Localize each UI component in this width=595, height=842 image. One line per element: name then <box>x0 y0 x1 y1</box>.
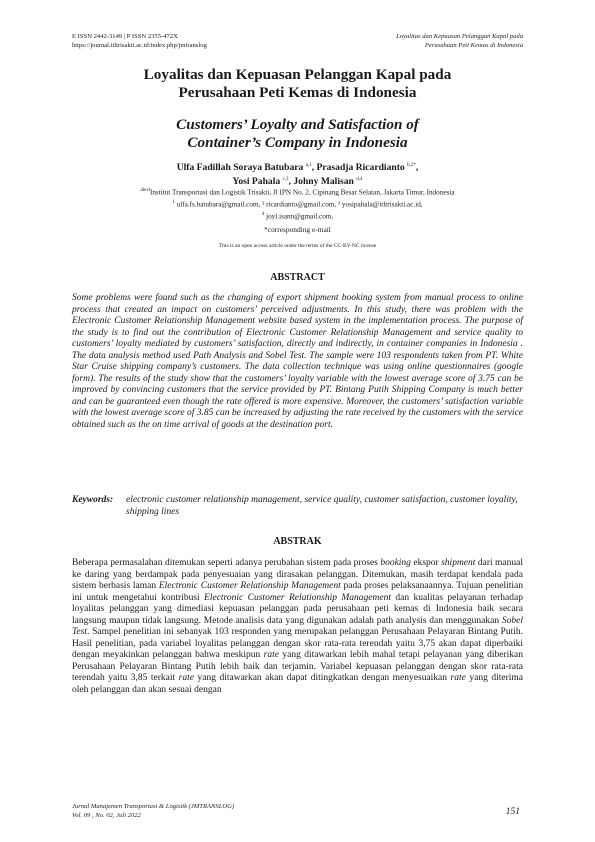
issn-text: E ISSN 2442-3149 | P ISSN 2355-472X <box>72 33 178 40</box>
title-indonesian <box>72 66 523 102</box>
title-id-line-1: Loyalitas dan Kepuasan Pelanggan Kapal pada <box>143 66 452 83</box>
author-2: Prasadja Ricardianto <box>316 162 405 174</box>
abstrak-segment: pada proses pelaksanaannya. Tujuan penelitian ini untuk mengetahui kontribusi <box>72 581 523 603</box>
page-header-left <box>72 32 207 50</box>
abstrak-segment: dan kualitas pelayanan terhadap loyalitas pelanggan yang dimediasi kepuasan pelanggan pada perusahaan peti kemas di Indonesia baik secara langsung maupun tidak langsung. Metode analisis data yang digunakan adalah path analysis dan menggunakan <box>72 592 523 626</box>
author-1: Ulfa Fadillah Soraya Batubara <box>176 162 304 174</box>
journal-name: Jurnal Manajemen Transportasi & Logistik (JMTRANSLOG) <box>72 803 235 810</box>
author-email-4[interactable]: joyl.isann@gmail.com, <box>266 212 334 221</box>
abstrak-text <box>72 558 523 697</box>
affiliation-sup: abcd <box>140 188 150 193</box>
title-en-line-2: Container’s Company in Indonesia <box>187 134 408 151</box>
corresponding-note: *corresponding e-mail <box>264 225 331 234</box>
abstrak-segment: . Sampel penelitian ini sebanyak 103 responden yang merupakan pelanggan Perusahaan Pelayaran Bintang Putih. Hasil penelitian, pada variabel loyalitas pelanggan dengan skor rata-rata terendah yaitu 3,75 akan dapat diperbaiki dengan meyakinkan pelanggan bahwa meskipun <box>72 627 523 661</box>
page-number: 151 <box>505 807 520 817</box>
abstrak-segment: yang ditawarkan akan dapat ditingkatkan dengan menyesuaikan <box>193 673 451 684</box>
abstrak-emphasis: Sobel Test <box>72 615 523 638</box>
abstrak-emphasis: Electronic Customer Relationship Management <box>158 581 341 592</box>
abstrak-segment: dari manual ke daring yang berdampak pada penyesuaian yang dirasakan pelanggan. Ditemukan, masih terdapat kendala pada sistem berbasis laman <box>72 558 524 592</box>
abstrak-segment: Beberapa permasalahan ditemukan seperti adanya perubahan sistem pada proses <box>72 558 381 568</box>
abstrak-emphasis: Electronic Customer Relationship Management <box>204 592 391 603</box>
author-emails[interactable]: ulfa.fs.batubara@gmail.com, ² ricardianto@gmail.com, ³ yosipahala@itltrisakti.ac.id, <box>176 200 423 209</box>
author-4-sup: d,4 <box>356 177 363 183</box>
keywords-text: electronic customer relationship management, service quality, customer satisfaction, customer loyality, shipping lines <box>126 495 518 517</box>
abstrak-segment: yang diterima oleh pelanggan dan akan sesuai dengan <box>72 673 523 696</box>
page-footer <box>72 802 234 820</box>
author-3-sup: c,3 <box>282 177 289 183</box>
author-1-sup: a,1 <box>305 163 312 168</box>
affiliation-block <box>72 186 523 222</box>
abstrak-segment: ekspor <box>410 558 442 568</box>
title-english <box>72 116 523 152</box>
abstrak-emphasis: shipment <box>441 558 476 568</box>
affiliation-address: Institut Transportasi dan Logistik Trisakti, Jl IPN No. 2, Cipinang Besar Selatan, Jakarta Timur, Indonesia <box>149 188 455 197</box>
page-header-right <box>396 32 523 50</box>
journal-url[interactable]: https://journal.itltrisakti.ac.id/index.php/jmtranslog <box>72 42 207 49</box>
author-list: Ulfa Fadillah Soraya Batubara $^{a,1}$, Prasadja Ricardianto $^{b,2*}$, Yosi Pahala $^{c,3}$, Johny Malisan $^{d,4}$ <box>176 162 419 188</box>
author-3: Yosi Pahala <box>232 176 281 188</box>
abstrak-heading: ABSTRAK <box>273 536 322 547</box>
abstract-text: Some problems were found such as the changing of export shipment booking system from manual process to online process that created an impact on customers’ perceived adjustments. In this study, there was problem with the Electronic Customer Relationship Management website based system in the implementation process. The purpose of the study is to find out the contribution of Electronic Customer Relationship Management and service quality to customers’ loyalty mediated by customers’ satisfaction, directly and indirectly, in container companies in Indonesia . The data analysis method used Path Analysis and Sobel Test. The sample were 103 respondents taken from PT. White Star Cruise shipping company’s customers. The data collection technique was using online questionnaires (google form). The results of the study show that the customers’ loyalty variable with the lowest average score of 3.75 can be improved by convincing customers that the service provided by PT. Bintang Putih Shipping Company is much better and can be guaranteed even though the rate offered is more expensive. Moreover, the customers’ satisfaction variable with the lowest average score of 3.85 can be increased by adjusting the rate received by the customers with the service obtained such as the on time arrival of goods at the destination port. <box>72 293 523 431</box>
email-1-sup: 1 <box>172 199 175 205</box>
license-note: This is an open access article under the terms of the CC-BY-NC license <box>218 243 377 249</box>
keywords-block <box>72 494 523 518</box>
author-2-sup: b,2* <box>407 163 416 168</box>
email-4-sup: 4 <box>261 211 265 217</box>
abstrak-emphasis: rate <box>263 650 279 661</box>
abstrak-emphasis: booking <box>380 558 411 568</box>
abstract-heading: ABSTRACT <box>270 272 325 283</box>
abstrak-emphasis: rate <box>178 673 194 684</box>
journal-volume: Vol. 09 , No. 02, Juli 2022 <box>72 812 141 819</box>
running-title-line-2: Perusahaan Peti Kemas di Indonesia <box>424 42 523 49</box>
abstrak-segment: yang ditawarkan lebih mahal tetapi pelayanan yang diberikan Perusahaan Pelayaran Bintang Putih lebih baik dan terjamin. Variabel kepuasan pelanggan dengan skor rata-rata terendah yaitu 3,85 terkait <box>72 650 524 684</box>
keywords-label: Keywords: <box>72 495 114 505</box>
abstrak-emphasis: rate <box>450 673 466 684</box>
title-id-line-2: Perusahaan Peti Kemas di Indonesia <box>178 84 417 101</box>
running-title-line-1: Loyalitas dan Kepuasan Pelanggan Kapal pada <box>396 33 523 40</box>
title-en-line-1: Customers’ Loyalty and Satisfaction of <box>176 116 419 133</box>
author-4: Johny Malisan <box>293 176 354 188</box>
